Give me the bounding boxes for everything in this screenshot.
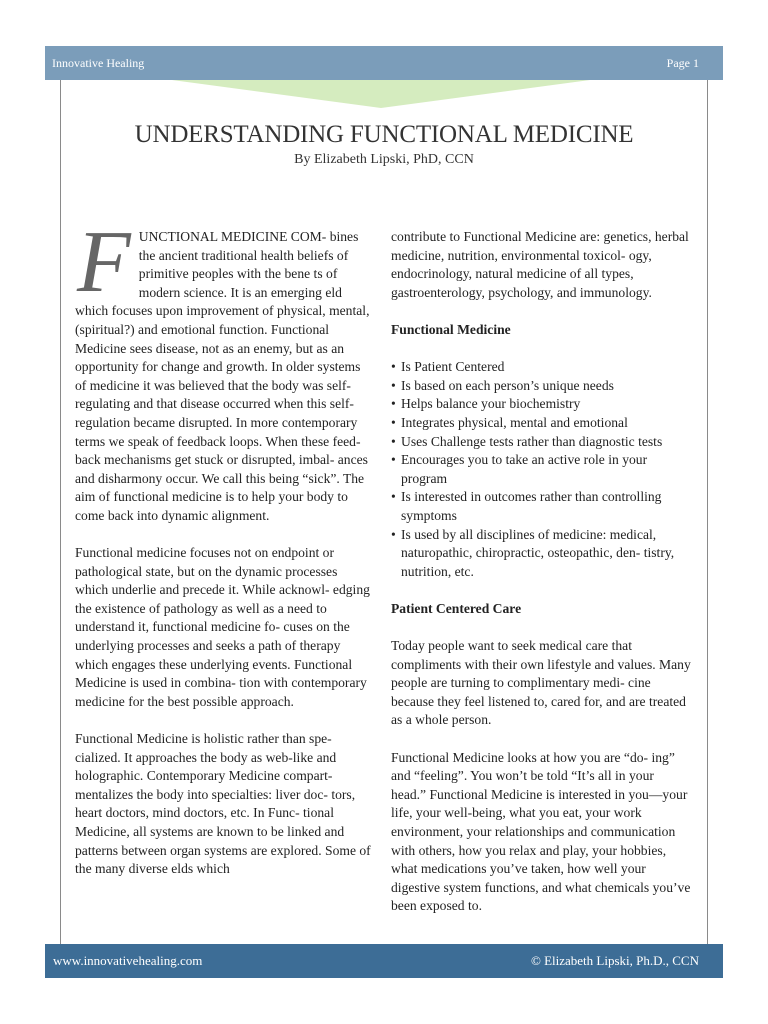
section-heading: Patient Centered Care: [391, 600, 522, 616]
list-item: • Uses Challenge tests rather than diagnostic tests: [391, 433, 691, 452]
publication-name: Innovative Healing: [52, 56, 145, 70]
author-byline: By Elizabeth Lipski, PhD, CCN: [294, 152, 474, 167]
page-number: Page 1: [666, 56, 699, 70]
list-item: • Encourages you to take an active role in your program: [391, 451, 691, 488]
decorative-triangle: [172, 80, 590, 108]
right-column: [391, 228, 691, 916]
section-heading: Functional Medicine: [391, 321, 511, 337]
body-paragraph: Today people want to seek medical care that compliments with their own lifestyle and values. Many people are turning to complimentary medi- cine because they feel listened to, cared for, and are treated as a whole person.: [391, 638, 691, 728]
intro-paragraph-block: [75, 214, 373, 526]
list-item: • Is used by all disciplines of medicine: medical, naturopathic, chiropractic, osteopathic, den- tistry, nutrition, etc.: [391, 526, 691, 582]
list-item: • Helps balance your biochemistry: [391, 395, 691, 414]
copyright-notice: © Elizabeth Lipski, Ph.D., CCN: [530, 953, 699, 968]
feature-bullet-list: [391, 358, 691, 581]
list-item: • Is interested in outcomes rather than controlling symptoms: [391, 488, 691, 525]
footer-bar: [45, 944, 723, 978]
website-link[interactable]: www.innovativehealing.com: [53, 953, 203, 968]
header-bar: [45, 46, 723, 80]
body-paragraph: Functional medicine focuses not on endpoint or pathological state, but on the dynamic processes which underlie and precede it. While acknowl- edging the existence of pathology as well as a need to understand it, functional medicine fo- cuses on the underlying processes and seeks a path of therapy which engages these underlying events. Functional Medicine is used in combina- tion with contemporary medicine for the best possible approach.: [75, 545, 370, 709]
body-paragraph: Functional Medicine looks at how you are “do- ing” and “feeling”. You won’t be told “It’s all in your head.” Functional Medicine is interested in you—your life, your well-being, what you eat, your work environment, your relationships and communication with others, how you relax and play, your hobbies, what medications you’ve taken, how well your digestive system functions, and what chemicals you’ve been exposed to.: [391, 749, 691, 914]
list-item: • Is Patient Centered: [391, 358, 691, 377]
list-item: • Is based on each person’s unique needs: [391, 377, 691, 396]
body-paragraph: Functional Medicine is holistic rather than spe- cialized. It approaches the body as web-like and holographic. Contemporary Medicine compart- mentalizes the body into specialties: liver doc- tors, heart doctors, mind doctors, etc. In Func- tional Medicine, all systems are known to be linked and patterns between organ systems are explored. Some of the many diverse elds which: [75, 731, 371, 877]
list-item: • Integrates physical, mental and emotional: [391, 414, 691, 433]
drop-cap-letter: F: [77, 214, 131, 311]
body-paragraph: contribute to Functional Medicine are: genetics, herbal medicine, nutrition, environmental toxicol- ogy, endocrinology, natural medicine of all types, gastroenterology, psychology, and immunology.: [391, 229, 689, 300]
intro-paragraph: UNCTIONAL MEDICINE COM- bines the ancient traditional health beliefs of primitive peoples with the bene ts of modern science. It is an emerging eld which focuses upon improvement of physical, mental, (spiritual?) and emotional function. Functional Medicine sees disease, not as an enemy, but as an opportunity for change and growth. In older systems of medicine it was believed that the body was self-regulating and that disease occurred when this self-regulation became disrupted. In more contemporary terms we speak of feedback loops. When these feed- back mechanisms get stuck or disrupted, imbal- ances and disharmony occur. We call this being “sick”. The aim of functional medicine is to help your body to come back into dynamic alignment.: [75, 229, 370, 523]
left-column: [75, 214, 373, 879]
document-title: UNDERSTANDING FUNCTIONAL MEDICINE: [134, 121, 634, 148]
